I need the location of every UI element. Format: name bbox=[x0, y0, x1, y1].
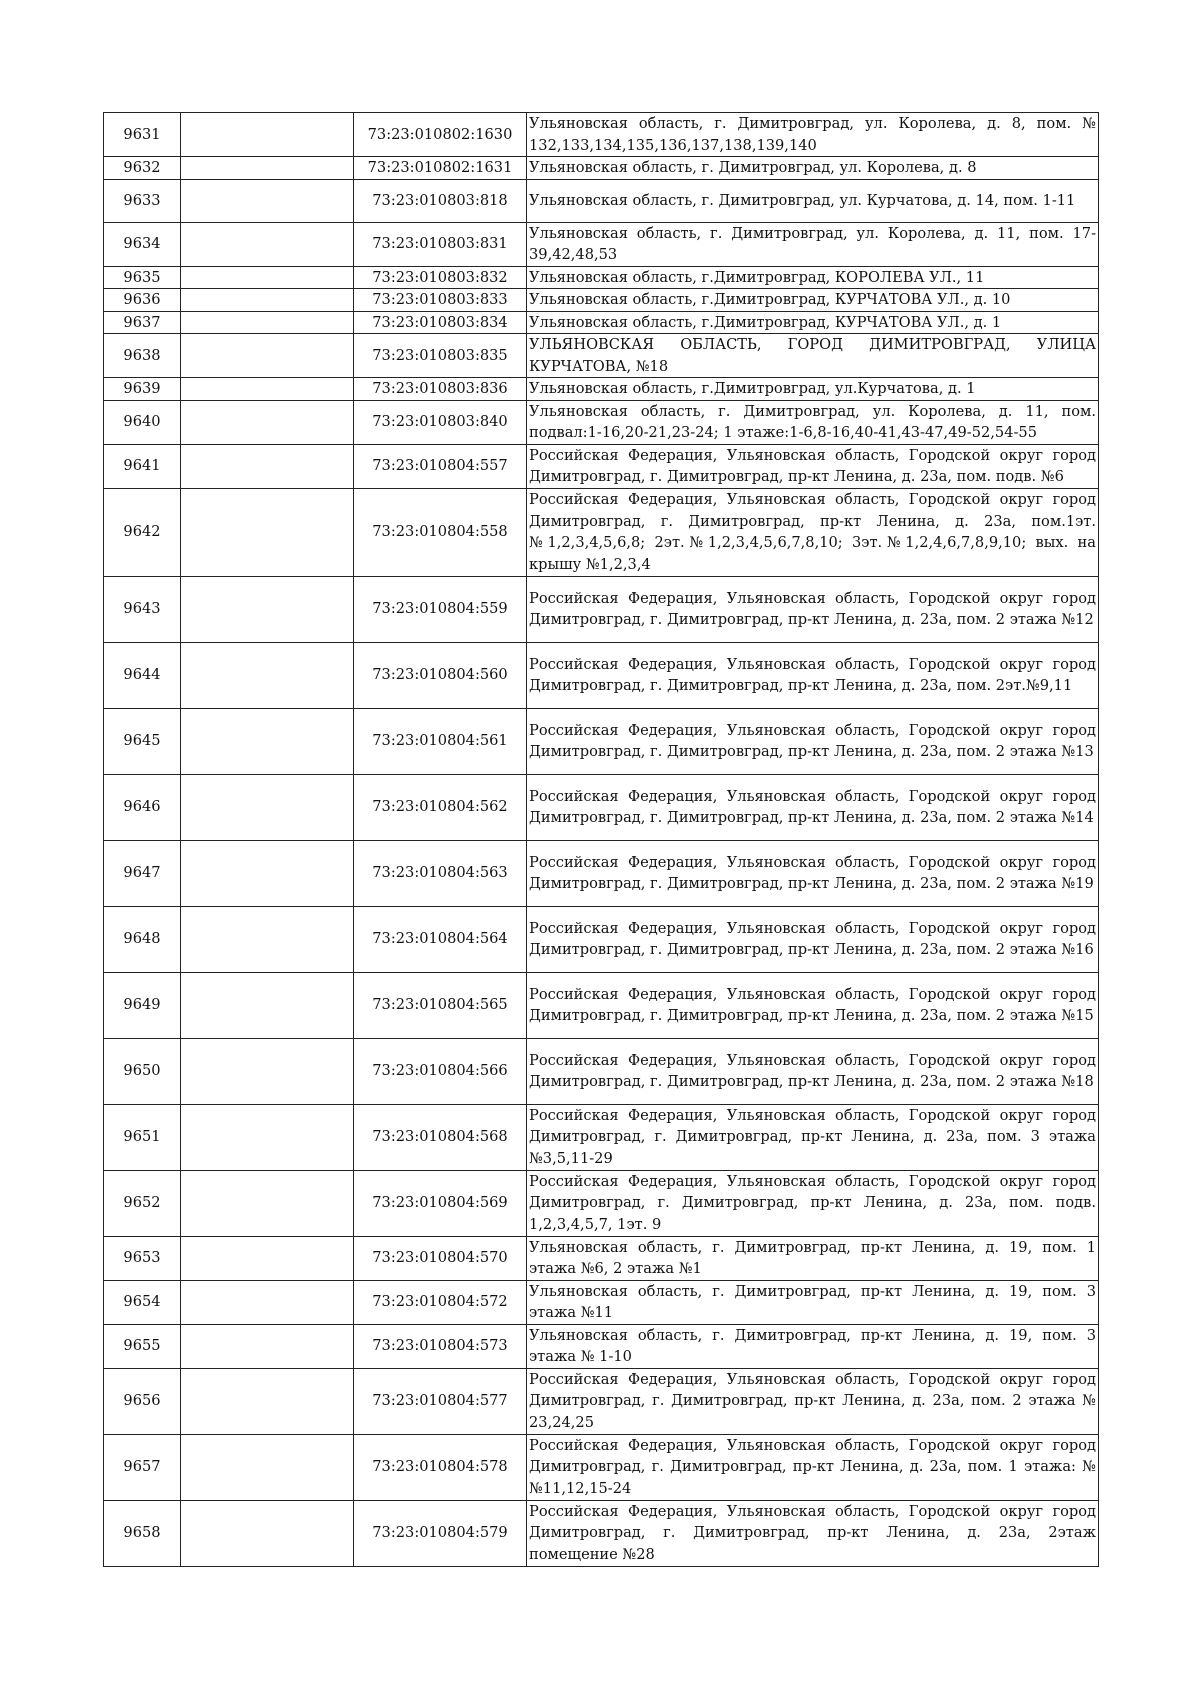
cadastral-number: 73:23:010804:557 bbox=[354, 444, 527, 488]
empty-cell bbox=[181, 906, 354, 972]
table-row bbox=[104, 1434, 1099, 1500]
row-number: 9636 bbox=[104, 289, 181, 312]
cadastral-number: 73:23:010802:1630 bbox=[354, 113, 527, 157]
address-cell: Ульяновская область, г. Димитровград, пр-кт Ленина, д. 19, пом. 3 этажа №11 bbox=[527, 1280, 1099, 1324]
table-row bbox=[104, 444, 1099, 488]
table-row bbox=[104, 906, 1099, 972]
row-number: 9655 bbox=[104, 1324, 181, 1368]
row-number: 9656 bbox=[104, 1368, 181, 1434]
row-number: 9649 bbox=[104, 972, 181, 1038]
address-cell: Российская Федерация, Ульяновская область, Городской округ город Димитровград, г. Димитровград, пр-кт Ленина, д. 23а, пом. 2 этажа №13 bbox=[527, 708, 1099, 774]
table-row bbox=[104, 1280, 1099, 1324]
table-row bbox=[104, 488, 1099, 576]
empty-cell bbox=[181, 488, 354, 576]
empty-cell bbox=[181, 576, 354, 642]
cadastral-number: 73:23:010804:573 bbox=[354, 1324, 527, 1368]
row-number: 9658 bbox=[104, 1500, 181, 1566]
row-number: 9631 bbox=[104, 113, 181, 157]
row-number: 9632 bbox=[104, 157, 181, 180]
empty-cell bbox=[181, 774, 354, 840]
empty-cell bbox=[181, 378, 354, 401]
empty-cell bbox=[181, 113, 354, 157]
address-cell: Российская Федерация, Ульяновская область, Городской округ город Димитровград, г. Димитровград, пр-кт Ленина, д. 23а, пом. 2 этажа № 23,24,25 bbox=[527, 1368, 1099, 1434]
table-row bbox=[104, 840, 1099, 906]
row-number: 9647 bbox=[104, 840, 181, 906]
address-cell: Ульяновская область, г.Димитровград, КОРОЛЕВА УЛ., 11 bbox=[527, 266, 1099, 289]
cadastral-number: 73:23:010803:836 bbox=[354, 378, 527, 401]
address-cell: Ульяновская область, г. Димитровград, ул. Королева, д. 8 bbox=[527, 157, 1099, 180]
address-cell: Ульяновская область, г. Димитровград, ул. Курчатова, д. 14, пом. 1-11 bbox=[527, 179, 1099, 222]
cadastral-number: 73:23:010804:563 bbox=[354, 840, 527, 906]
address-cell: Российская Федерация, Ульяновская область, Городской округ город Димитровград, г. Димитровград, пр-кт Ленина, д. 23а, пом. подв. 1,2,3,4,5,7, 1эт. 9 bbox=[527, 1170, 1099, 1236]
empty-cell bbox=[181, 708, 354, 774]
cadastral-number: 73:23:010804:564 bbox=[354, 906, 527, 972]
table-row bbox=[104, 157, 1099, 180]
address-cell: Российская Федерация, Ульяновская область, Городской округ город Димитровград, г. Димитровград, пр-кт Ленина, д. 23а, пом. 2 этажа №19 bbox=[527, 840, 1099, 906]
empty-cell bbox=[181, 1500, 354, 1566]
cadastral-number: 73:23:010803:831 bbox=[354, 222, 527, 266]
empty-cell bbox=[181, 1368, 354, 1434]
row-number: 9642 bbox=[104, 488, 181, 576]
empty-cell bbox=[181, 972, 354, 1038]
address-cell: Ульяновская область, г. Димитровград, ул. Королева, д. 8, пом. № 132,133,134,135,136,137,138,139,140 bbox=[527, 113, 1099, 157]
address-cell: Российская Федерация, Ульяновская область, Городской округ город Димитровград, г. Димитровград, пр-кт Ленина, д. 23а, пом. 2 этажа №14 bbox=[527, 774, 1099, 840]
table-row bbox=[104, 1368, 1099, 1434]
table-row bbox=[104, 972, 1099, 1038]
address-cell: Российская Федерация, Ульяновская область, Городской округ город Димитровград, г. Димитровград, пр-кт Ленина, д. 23а, пом. подв. №6 bbox=[527, 444, 1099, 488]
row-number: 9644 bbox=[104, 642, 181, 708]
registry-body bbox=[104, 113, 1099, 1567]
cadastral-number: 73:23:010804:562 bbox=[354, 774, 527, 840]
table-row bbox=[104, 334, 1099, 378]
row-number: 9651 bbox=[104, 1104, 181, 1170]
row-number: 9650 bbox=[104, 1038, 181, 1104]
address-cell: Российская Федерация, Ульяновская область, Городской округ город Димитровград, г. Димитровград, пр-кт Ленина, д. 23а, пом. 2 этажа №16 bbox=[527, 906, 1099, 972]
table-row bbox=[104, 289, 1099, 312]
table-row bbox=[104, 1038, 1099, 1104]
empty-cell bbox=[181, 1280, 354, 1324]
table-row bbox=[104, 179, 1099, 222]
row-number: 9646 bbox=[104, 774, 181, 840]
cadastral-number: 73:23:010803:832 bbox=[354, 266, 527, 289]
cadastral-number: 73:23:010804:560 bbox=[354, 642, 527, 708]
empty-cell bbox=[181, 1324, 354, 1368]
address-cell: Ульяновская область, г. Димитровград, пр-кт Ленина, д. 19, пом. 3 этажа № 1-10 bbox=[527, 1324, 1099, 1368]
table-row bbox=[104, 1170, 1099, 1236]
cadastral-number: 73:23:010804:565 bbox=[354, 972, 527, 1038]
cadastral-number: 73:23:010804:572 bbox=[354, 1280, 527, 1324]
table-row bbox=[104, 642, 1099, 708]
table-row bbox=[104, 400, 1099, 444]
address-cell: Ульяновская область, г. Димитровград, ул. Королева, д. 11, пом. подвал:1-16,20-21,23-24; 1 этаже:1-6,8-16,40-41,43-47,49-52,54-55 bbox=[527, 400, 1099, 444]
table-row bbox=[104, 378, 1099, 401]
empty-cell bbox=[181, 157, 354, 180]
row-number: 9641 bbox=[104, 444, 181, 488]
empty-cell bbox=[181, 311, 354, 334]
address-cell: Российская Федерация, Ульяновская область, Городской округ город Димитровград, г. Димитровград, пр-кт Ленина, д. 23а, пом. 2 этажа №12 bbox=[527, 576, 1099, 642]
empty-cell bbox=[181, 444, 354, 488]
cadastral-number: 73:23:010802:1631 bbox=[354, 157, 527, 180]
cadastral-number: 73:23:010804:579 bbox=[354, 1500, 527, 1566]
cadastral-number: 73:23:010804:566 bbox=[354, 1038, 527, 1104]
row-number: 9635 bbox=[104, 266, 181, 289]
empty-cell bbox=[181, 642, 354, 708]
empty-cell bbox=[181, 289, 354, 312]
row-number: 9633 bbox=[104, 179, 181, 222]
cadastral-number: 73:23:010804:559 bbox=[354, 576, 527, 642]
row-number: 9657 bbox=[104, 1434, 181, 1500]
table-row bbox=[104, 1324, 1099, 1368]
cadastral-number: 73:23:010804:570 bbox=[354, 1236, 527, 1280]
cadastral-number: 73:23:010803:833 bbox=[354, 289, 527, 312]
empty-cell bbox=[181, 1236, 354, 1280]
empty-cell bbox=[181, 840, 354, 906]
row-number: 9643 bbox=[104, 576, 181, 642]
empty-cell bbox=[181, 222, 354, 266]
registry-table bbox=[103, 112, 1099, 1567]
empty-cell bbox=[181, 334, 354, 378]
address-cell: Ульяновская область, г. Димитровград, пр-кт Ленина, д. 19, пом. 1 этажа №6, 2 этажа №1 bbox=[527, 1236, 1099, 1280]
cadastral-number: 73:23:010804:577 bbox=[354, 1368, 527, 1434]
cadastral-number: 73:23:010804:578 bbox=[354, 1434, 527, 1500]
row-number: 9653 bbox=[104, 1236, 181, 1280]
row-number: 9640 bbox=[104, 400, 181, 444]
address-cell: Ульяновская область, г.Димитровград, ул.Курчатова, д. 1 bbox=[527, 378, 1099, 401]
row-number: 9654 bbox=[104, 1280, 181, 1324]
cadastral-number: 73:23:010804:569 bbox=[354, 1170, 527, 1236]
table-row bbox=[104, 774, 1099, 840]
address-cell: Российская Федерация, Ульяновская область, Городской округ город Димитровград, г. Димитровград, пр-кт Ленина, д. 23а, 2этаж помещение №28 bbox=[527, 1500, 1099, 1566]
row-number: 9639 bbox=[104, 378, 181, 401]
cadastral-number: 73:23:010803:818 bbox=[354, 179, 527, 222]
empty-cell bbox=[181, 179, 354, 222]
cadastral-number: 73:23:010803:840 bbox=[354, 400, 527, 444]
table-row bbox=[104, 311, 1099, 334]
row-number: 9634 bbox=[104, 222, 181, 266]
address-cell: Российская Федерация, Ульяновская область, Городской округ город Димитровград, г. Димитровград, пр-кт Ленина, д. 23а, пом. 2 этажа №15 bbox=[527, 972, 1099, 1038]
table-row bbox=[104, 113, 1099, 157]
empty-cell bbox=[181, 1170, 354, 1236]
address-cell: Российская Федерация, Ульяновская область, Городской округ город Димитровград, г. Димитровград, пр-кт Ленина, д. 23а, пом.1эт.№1,2,3,4,5,6,8; 2эт.№1,2,3,4,5,6,7,8,10; 3эт.№1,2,4,6,7,8,9,10; вых. на крышу №1,2,3,4 bbox=[527, 488, 1099, 576]
empty-cell bbox=[181, 1104, 354, 1170]
empty-cell bbox=[181, 400, 354, 444]
table-row bbox=[104, 1236, 1099, 1280]
table-row bbox=[104, 222, 1099, 266]
row-number: 9645 bbox=[104, 708, 181, 774]
table-row bbox=[104, 1500, 1099, 1566]
address-cell: Ульяновская область, г.Димитровград, КУРЧАТОВА УЛ., д. 10 bbox=[527, 289, 1099, 312]
cadastral-number: 73:23:010803:834 bbox=[354, 311, 527, 334]
empty-cell bbox=[181, 1434, 354, 1500]
table-row bbox=[104, 1104, 1099, 1170]
table-row bbox=[104, 266, 1099, 289]
empty-cell bbox=[181, 1038, 354, 1104]
cadastral-number: 73:23:010803:835 bbox=[354, 334, 527, 378]
address-cell: Ульяновская область, г. Димитровград, ул. Королева, д. 11, пом. 17-39,42,48,53 bbox=[527, 222, 1099, 266]
address-cell: Ульяновская область, г.Димитровград, КУРЧАТОВА УЛ., д. 1 bbox=[527, 311, 1099, 334]
address-cell: Российская Федерация, Ульяновская область, Городской округ город Димитровград, г. Димитровград, пр-кт Ленина, д. 23а, пом. 1 этажа: №№11,12,15-24 bbox=[527, 1434, 1099, 1500]
address-cell: Российская Федерация, Ульяновская область, Городской округ город Димитровград, г. Димитровград, пр-кт Ленина, д. 23а, пом. 2эт.№9,11 bbox=[527, 642, 1099, 708]
row-number: 9648 bbox=[104, 906, 181, 972]
cadastral-number: 73:23:010804:558 bbox=[354, 488, 527, 576]
cadastral-number: 73:23:010804:568 bbox=[354, 1104, 527, 1170]
table-row bbox=[104, 708, 1099, 774]
row-number: 9638 bbox=[104, 334, 181, 378]
row-number: 9637 bbox=[104, 311, 181, 334]
address-cell: Российская Федерация, Ульяновская область, Городской округ город Димитровград, г. Димитровград, пр-кт Ленина, д. 23а, пом. 2 этажа №18 bbox=[527, 1038, 1099, 1104]
cadastral-number: 73:23:010804:561 bbox=[354, 708, 527, 774]
table-row bbox=[104, 576, 1099, 642]
address-cell: Российская Федерация, Ульяновская область, Городской округ город Димитровград, г. Димитровград, пр-кт Ленина, д. 23а, пом. 3 этажа №3,5,11-29 bbox=[527, 1104, 1099, 1170]
row-number: 9652 bbox=[104, 1170, 181, 1236]
address-cell: УЛЬЯНОВСКАЯ ОБЛАСТЬ, ГОРОД ДИМИТРОВГРАД, УЛИЦА КУРЧАТОВА, №18 bbox=[527, 334, 1099, 378]
empty-cell bbox=[181, 266, 354, 289]
